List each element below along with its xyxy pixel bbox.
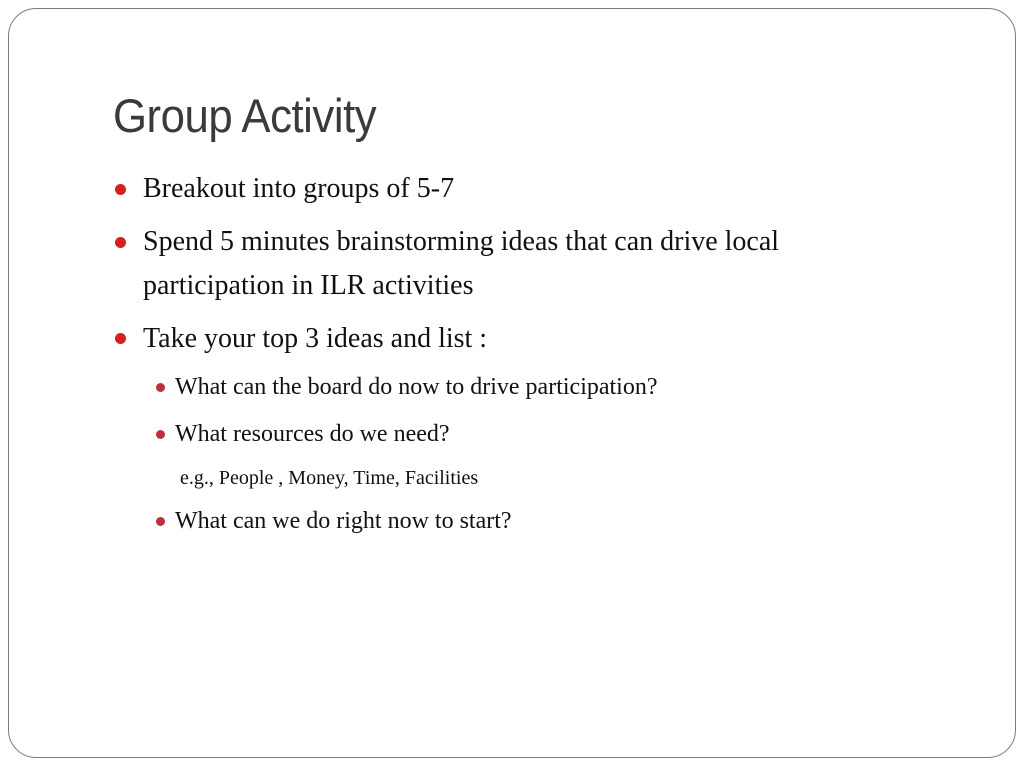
bullet-dot: [115, 237, 126, 248]
sub-bullet-note: e.g., People , Money, Time, Facilities: [180, 467, 479, 489]
bullet-text: Breakout into groups of 5-7: [143, 173, 455, 204]
bullet-text: Take your top 3 ideas and list :: [143, 323, 488, 354]
sub-bullet-text: What can the board do now to drive participation?: [175, 374, 658, 400]
sub-bullet-dot: [156, 517, 165, 526]
slide-title: Group Activity: [113, 89, 377, 142]
sub-bullet-text: What resources do we need?: [175, 421, 450, 447]
bullet-text-continuation: participation in ILR activities: [143, 270, 474, 301]
sub-bullet-text: What can we do right now to start?: [175, 508, 512, 534]
sub-bullet-dot: [156, 430, 165, 439]
bullet-dot: [115, 184, 126, 195]
bullet-dot: [115, 333, 126, 344]
sub-bullet-dot: [156, 383, 165, 392]
bullet-text: Spend 5 minutes brainstorming ideas that can drive local: [143, 226, 780, 257]
